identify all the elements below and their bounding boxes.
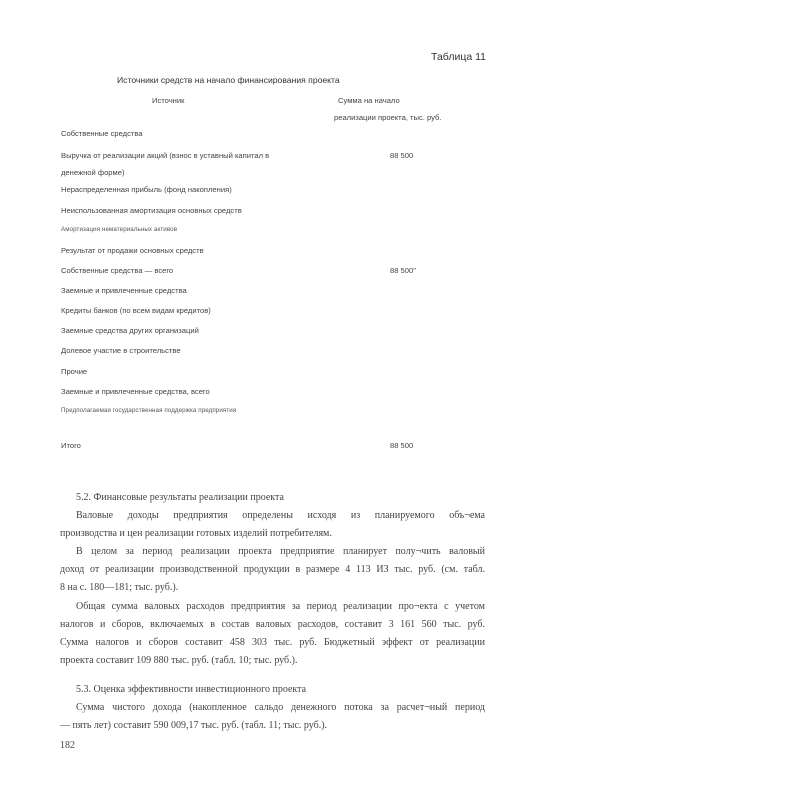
paragraph-line: 8 на с. 180—181; тыс. руб.). (60, 582, 179, 593)
table-row-label: Собственные средства — всего (61, 266, 174, 275)
section-heading: 5.2. Финансовые результаты реализации проекта (76, 492, 284, 503)
table-row-label: Результат от продажи основных средств (61, 246, 204, 255)
table-row-value: 88 500 (390, 151, 414, 160)
column-header-amount-line1: Сумма на начало (338, 96, 400, 105)
table-row-label-total: Итого (61, 441, 81, 450)
table-row-label: Заемные средства других организаций (61, 326, 199, 335)
table-row-label: Заемные и привлеченные средства, всего (61, 387, 210, 396)
paragraph-line: производства и цен реализации готовых изделий потребителям. (60, 528, 332, 539)
paragraph-line: проекта составит 109 880 тыс. руб. (табл. 10; тыс. руб.). (60, 655, 298, 666)
table-row-label: Кредиты банков (по всем видам кредитов) (61, 306, 211, 315)
table-row-label: Неиспользованная амортизация основных средств (61, 206, 242, 215)
table-row-label: Выручка от реализации акций (взнос в уставный капитал в (61, 151, 270, 160)
column-header-source: Источник (152, 96, 185, 105)
table-row-label: Долевое участие в строительстве (61, 346, 181, 355)
section-heading: 5.3. Оценка эффективности инвестиционного проекта (76, 684, 307, 695)
table-row-label-continuation: денежной форме) (61, 168, 125, 177)
table-row-label: Заемные и привлеченные средства (61, 286, 187, 295)
paragraph-line: Общая сумма валовых расходов предприятия за период реализации про¬екта с учетом (76, 601, 485, 612)
paragraph-line: Валовые доходы предприятия определены исходя из планируемого объ¬ема (76, 510, 485, 521)
paragraph-line: В целом за период реализации проекта предприятие планирует полу¬чить валовый (76, 546, 485, 557)
table-row-value-total: 88 500 (390, 441, 414, 450)
table-number: Таблица 11 (431, 51, 486, 63)
paragraph-line: — пять лет) составит 590 009,17 тыс. руб. (табл. 11; тыс. руб.). (60, 720, 328, 731)
page-number: 182 (60, 740, 75, 751)
table-title: Источники средств на начало финансирования проекта (117, 75, 340, 85)
column-header-amount-line2: реализации проекта, тыс. руб. (334, 113, 442, 122)
paragraph-line: Сумма чистого дохода (накопленное сальдо денежного потока за расчет¬ный период (76, 702, 485, 713)
table-row-label: Нераспределенная прибыль (фонд накопления) (61, 185, 232, 194)
paragraph-line: налогов и сборов, включаемых в состав валовых расходов, составит 3 161 560 тыс. руб. (60, 619, 485, 630)
table-row-label: Предполагаемая государственная поддержка предприятия (61, 407, 237, 414)
table-row-value: 88 500" (390, 266, 416, 275)
table-row-label: Собственные средства (61, 129, 143, 138)
paragraph-line: доход от реализации производственной продукции в размере 4 113 ИЗ тыс. руб. (см. табл. (60, 564, 485, 575)
paragraph-line: Сумма налогов и сборов составит 458 303 тыс. руб. Бюджетный эффект от реализации (60, 637, 485, 648)
table-row-label: Прочие (61, 367, 88, 376)
table-row-label: Амортизация нематериальных активов (61, 226, 178, 233)
